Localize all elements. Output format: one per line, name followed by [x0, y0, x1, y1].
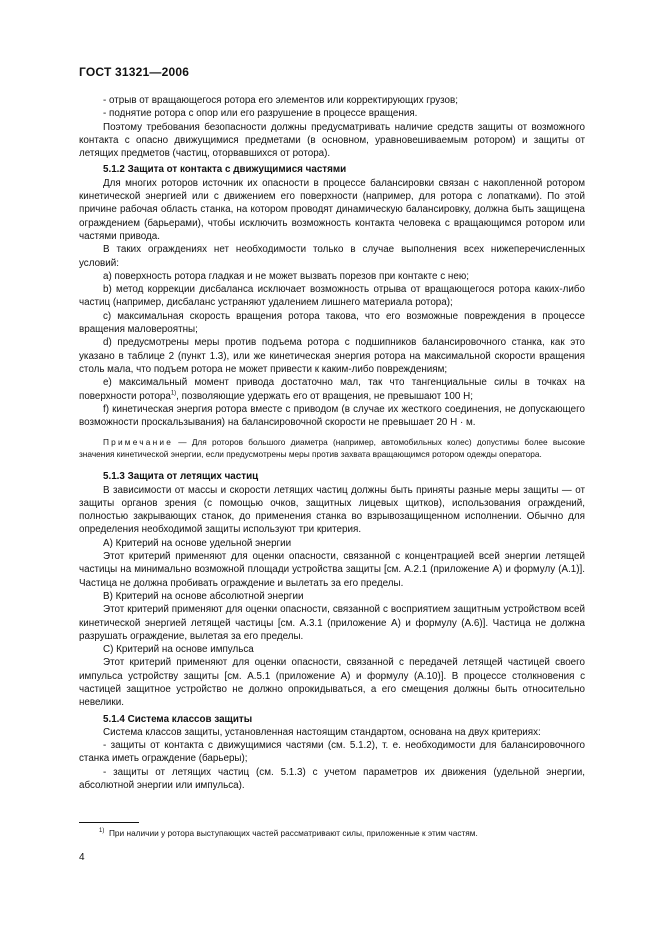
note [79, 437, 585, 460]
criterion-heading: В) Критерий на основе абсолютной энергии [103, 590, 304, 602]
section-heading: 5.1.3 Защита от летящих частиц [103, 471, 259, 483]
paragraph: Этот критерий применяют для оценки опасности, связанной с восприятием защитным устройством всей кинетической энергией летящей частицы [см. А.3.1 (приложение А) и формулу (А.6)]. Частица не должна разрушать ограждение, вылетая за его пределы. [79, 604, 585, 642]
paragraph: Поэтому требования безопасности должны предусматривать наличие средств защиты от возможного контакта с опасно движущимися предметами (в основном, уравновешиваемым ротором) и защиты от летящих предметов (частиц, оторвавшихся от ротора). [79, 121, 585, 160]
document-header: ГОСТ 31321—2006 [79, 65, 190, 79]
paragraph: Этот критерий применяют для оценки опасности, связанной с концентрацией всей энергии летящей частицы на минимально возможной площади устройства защиты [см. А.2.1 (приложение А) и формулу (А.1)]. Частица не должна пробивать ограждение и вылетать за его пределы. [79, 551, 585, 589]
list-item: b) метод коррекции дисбаланса исключает возможность отрыва от вращающегося ротора каких-либо частиц (например, дисбаланс устраняют удалением лишнего материала ротора); [79, 284, 585, 309]
list-item-text: e) максимальный момент привода достаточно мал, так что тангенциальные силы в точках на поверхности ротора [79, 377, 585, 402]
list-item: - защиты от летящих частиц (см. 5.1.3) с учетом параметров их движения (удельной энергии, абсолютной энергии или импульса). [79, 766, 585, 792]
document-body [79, 94, 585, 792]
footnote [99, 828, 478, 838]
list-item: c) максимальная скорость вращения ротора такова, что его возможные повреждения в процессе вращения маловероятны; [79, 310, 585, 336]
footnote-ref: 1) [170, 390, 177, 397]
note-label: Примечание [103, 437, 174, 448]
paragraph: Система классов защиты, установленная настоящим стандартом, основана на двух критериях: [103, 726, 541, 738]
paragraph: В зависимости от массы и скорости летящих частиц должны быть приняты разные меры защиты — от защиты органов зрения (с помощью очков, защитных лицевых щитков), использования ограждений, полностью закрывающих станок, до применения станка во взрывозащищенном исполнении. Обычно для определения необходимой защиты используют три критерия. [79, 484, 585, 536]
list-item: - поднятие ротора с опор или его разрушение в процессе вращения. [103, 108, 418, 120]
paragraph: Этот критерий применяют для оценки опасности, связанной с передачей летящей частицей своего импульса устройству защиты [см. А.5.1 (приложение А) и формулу (А.10)]. В процессе столкновения с частицей защитное устройство не должно опрокидываться, а его смещения должны быть относительно невелики. [79, 657, 585, 709]
paragraph: Для многих роторов источник их опасности в процессе балансировки связан с накопленной ротором кинетической энергией или с движением его поверхности (например, для ротора с лопатками). По этой причине рабочая область станка, на котором проводят динамическую балансировку, должна быть защищена ограждением (барьерами), чтобы исключить возможность контакта человека с вращающимся ротором или частями привода. [79, 177, 585, 242]
note-text: — Для роторов большого диаметра (например, автомобильных колес) допустимы более высокие значения кинетической энергии, если предусмотрены меры против захвата вращающимся ротором одежды оператора. [79, 437, 585, 459]
list-item: - защиты от контакта с движущимися частями (см. 5.1.2), т. е. необходимости для балансировочного станка иметь ограждение (барьеры); [79, 740, 585, 765]
list-item: f) кинетическая энергия ротора вместе с приводом (в случае их жесткого соединения, не допускающего возможности проскальзывания) на балансировочной скорости не превышает 20 Н · м. [79, 403, 585, 429]
section-heading: 5.1.4 Система классов защиты [103, 713, 253, 725]
list-item: d) предусмотрены меры против подъема ротора с подшипников балансировочного станка, как это указано в таблице 2 (пункт 1.3), или же кинетическая энергия ротора на максимальной скорости вращения столь мала, что подъем ротора не может привести к каким-либо повреждениям; [79, 337, 585, 375]
list-item: a) поверхность ротора гладкая и не может вызвать порезов при контакте с нею; [103, 270, 469, 282]
list-item [79, 376, 585, 403]
list-item-text-continued: , позволяющие удержать его от вращения, не превышают 100 Н; [176, 390, 473, 402]
footnote-text: При наличии у ротора выступающих частей рассматривают силы, приложенные к этим частям. [108, 828, 478, 838]
criterion-heading: С) Критерий на основе импульса [103, 644, 254, 656]
page-number: 4 [79, 852, 85, 863]
paragraph: В таких ограждениях нет необходимости только в случае выполнения всех нижеперечисленных условий: [79, 244, 585, 269]
footnote-divider [79, 822, 139, 823]
section-heading: 5.1.2 Защита от контакта с движущимися частями [103, 164, 347, 176]
criterion-heading: А) Критерий на основе удельной энергии [103, 537, 292, 549]
list-item: - отрыв от вращающегося ротора его элементов или корректирующих грузов; [103, 95, 458, 106]
footnote-mark: 1) [99, 828, 105, 835]
